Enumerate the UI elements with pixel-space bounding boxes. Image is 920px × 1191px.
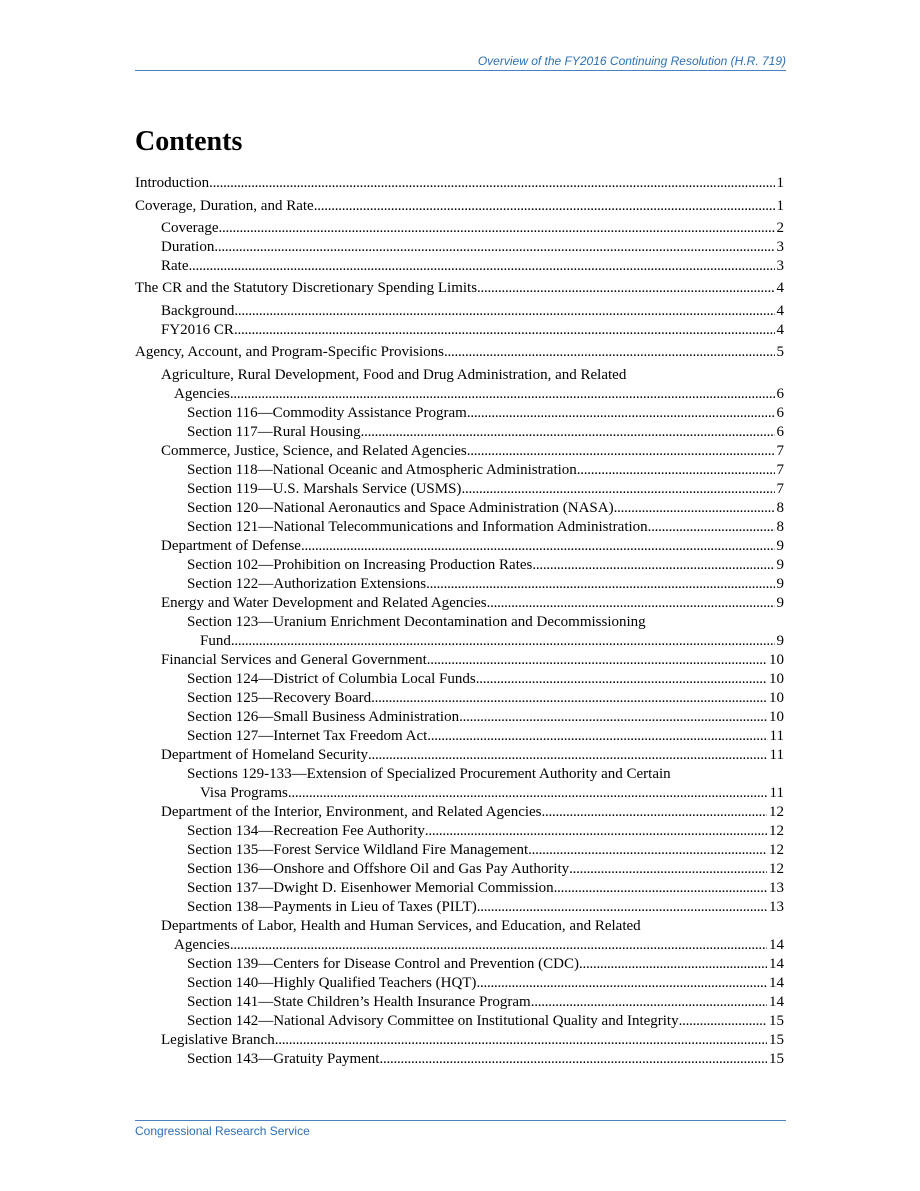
toc-entry-coverage-duration-rate[interactable]: Coverage, Duration, and Rate . . . 1: [135, 197, 784, 216]
toc-entry-section-140[interactable]: Section 140—Highly Qualified Teachers (HQT) . . . 14: [187, 974, 784, 993]
toc-entry-section-142[interactable]: Section 142—National Advisory Committee on Institutional Quality and Integrity . . . 15: [187, 1012, 784, 1031]
toc-entry-defense[interactable]: Department of Defense . . . 9: [161, 537, 784, 556]
toc-entry-rate[interactable]: Rate . . . 3: [161, 257, 784, 276]
toc-entry-section-122[interactable]: Section 122—Authorization Extensions . . . 9: [187, 575, 784, 594]
toc-entry-section-138[interactable]: Section 138—Payments in Lieu of Taxes (PILT) . . . 13: [187, 898, 784, 917]
toc-entry-section-125[interactable]: Section 125—Recovery Board . . . 10: [187, 689, 784, 708]
toc-entry-homeland-security[interactable]: Department of Homeland Security . . . 11: [161, 746, 784, 765]
toc-entry-section-102[interactable]: Section 102—Prohibition on Increasing Production Rates . . . 9: [187, 556, 784, 575]
toc-entry-section-143[interactable]: Section 143—Gratuity Payment . . . 15: [187, 1050, 784, 1069]
toc-entry-cr-spending-limits[interactable]: The CR and the Statutory Discretionary Spending Limits . . . 4: [135, 279, 784, 298]
toc-entry-section-118[interactable]: Section 118—National Oceanic and Atmospheric Administration . . . 7: [187, 461, 784, 480]
running-header: Overview of the FY2016 Continuing Resolution (H.R. 719): [477, 54, 786, 68]
toc-entry-labor-hhs[interactable]: Agencies . . . 14: [174, 936, 784, 955]
toc-entry-section-123[interactable]: Fund . . . 9: [200, 632, 784, 651]
toc-entry-section-117[interactable]: Section 117—Rural Housing . . . 6: [187, 423, 784, 442]
page-title: Contents: [135, 126, 243, 157]
toc-entry-section-121[interactable]: Section 121—National Telecommunications and Information Administration . . . 8: [187, 518, 784, 537]
toc-entry-section-141[interactable]: Section 141—State Children’s Health Insurance Program . . . 14: [187, 993, 784, 1012]
toc-entry-interior-environment[interactable]: Department of the Interior, Environment, and Related Agencies . . . 12: [161, 803, 784, 822]
toc-entry-legislative-branch[interactable]: Legislative Branch . . . 15: [161, 1031, 784, 1050]
toc-entry-section-124[interactable]: Section 124—District of Columbia Local Funds . . . 10: [187, 670, 784, 689]
toc-entry-background[interactable]: Background . . . 4: [161, 302, 784, 321]
toc-entry-section-137[interactable]: Section 137—Dwight D. Eisenhower Memorial Commission . . . 13: [187, 879, 784, 898]
toc-entry-duration[interactable]: Duration . . . 3: [161, 238, 784, 257]
toc-entry-financial-services[interactable]: Financial Services and General Government . . . 10: [161, 651, 784, 670]
toc-entry-labor-hhs-line1[interactable]: Departments of Labor, Health and Human Services, and Education, and Related: [161, 918, 641, 934]
toc-entry-section-135[interactable]: Section 135—Forest Service Wildland Fire Management . . . 12: [187, 841, 784, 860]
toc-entry-section-123-line1[interactable]: Section 123—Uranium Enrichment Decontamination and Decommissioning: [187, 614, 646, 630]
footer-divider: [135, 1120, 786, 1121]
toc-entry-section-120[interactable]: Section 120—National Aeronautics and Space Administration (NASA) . . . 8: [187, 499, 784, 518]
toc-entry-sections-129-133-line1[interactable]: Sections 129-133—Extension of Specialized Procurement Authority and Certain: [187, 766, 671, 782]
toc-entry-coverage[interactable]: Coverage . . . 2: [161, 219, 784, 238]
toc-entry-section-119[interactable]: Section 119—U.S. Marshals Service (USMS) . . . 7: [187, 480, 784, 499]
toc-entry-section-136[interactable]: Section 136—Onshore and Offshore Oil and Gas Pay Authority . . . 12: [187, 860, 784, 879]
toc-entry-section-127[interactable]: Section 127—Internet Tax Freedom Act . . . 11: [187, 727, 784, 746]
toc-entry-sections-129-133[interactable]: Visa Programs . . . 11: [200, 784, 784, 803]
footer-org: Congressional Research Service: [135, 1124, 310, 1138]
toc-entry-introduction[interactable]: Introduction . . . 1: [135, 174, 784, 193]
toc-entry-section-139[interactable]: Section 139—Centers for Disease Control and Prevention (CDC) . . . 14: [187, 955, 784, 974]
toc-entry-section-116[interactable]: Section 116—Commodity Assistance Program . . . 6: [187, 404, 784, 423]
toc-entry-energy-water[interactable]: Energy and Water Development and Related Agencies . . . 9: [161, 594, 784, 613]
toc-entry-agriculture-line1[interactable]: Agriculture, Rural Development, Food and Drug Administration, and Related: [161, 367, 627, 383]
toc-entry-commerce-justice[interactable]: Commerce, Justice, Science, and Related Agencies . . . 7: [161, 442, 784, 461]
toc-entry-section-126[interactable]: Section 126—Small Business Administration . . . 10: [187, 708, 784, 727]
toc-entry-agency-provisions[interactable]: Agency, Account, and Program-Specific Provisions . . . 5: [135, 343, 784, 362]
toc-entry-section-134[interactable]: Section 134—Recreation Fee Authority . . . 12: [187, 822, 784, 841]
toc-entry-agriculture[interactable]: Agencies . . . 6: [174, 385, 784, 404]
toc-entry-fy2016-cr[interactable]: FY2016 CR . . . 4: [161, 321, 784, 340]
